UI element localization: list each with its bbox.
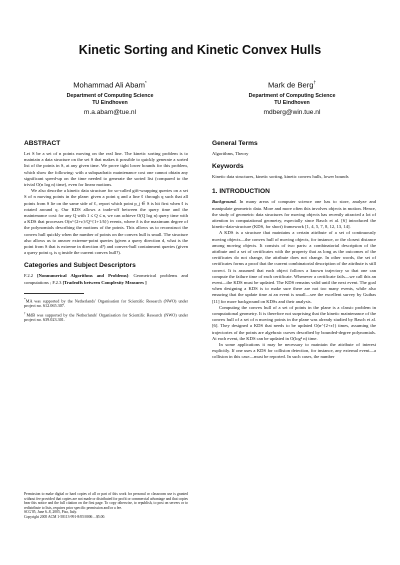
paper-title: Kinetic Sorting and Kinetic Convex Hulls bbox=[78, 43, 322, 57]
author-1 bbox=[25, 80, 195, 116]
categories-text: F.2.2 [Nonnumerical Algorithms and Problems]: Geometrical problems and computations ; F.2.3 [Tradeoffs between Complexity Measures ] bbox=[24, 273, 188, 285]
footnote-1: *MA was supported by the Netherlands' Organisation for Scientific Research (NWO) under project no. 612.065.307. bbox=[24, 296, 188, 309]
author-2-university: TU Eindhoven bbox=[274, 99, 310, 106]
introduction-heading: 1. INTRODUCTION bbox=[212, 188, 270, 196]
general-terms-text: Algorithms, Theory bbox=[212, 151, 249, 156]
author-2-name: Mark de Berg bbox=[267, 80, 314, 90]
keywords-text: Kinetic data structures, kinetic sorting, kinetic convex hulls, lower bounds bbox=[212, 174, 349, 180]
introduction-paragraph-2: A KDS is a structure that maintains a certain attribute of a set of continuously moving objects—the convex hull of moving objects, for instance, or the closest distance among moving objects. It consists of two parts: a combinatorial description of the attribute and a set of certificates with the property that as long as the outcomes of the certificates do not change, the attribute does not change. In other words, the set of certificates forms a proof that the current combinatorial description of the attribute is still correct. It is assumed that each object follows a known trajectory so that one can compute the failure time of each certificate. Whenever a certificate fails—we call this an event—the KDS must be updated. The KDS remains valid until the next event. The goal when designing a KDS is to make sure there are not too many events, while also ensuring that the update time at an event is small—see the excellent survey by Guibas [11] for more background on KDSs and their analysis. bbox=[212, 230, 376, 304]
author-2-email: mdberg@win.tue.nl bbox=[263, 108, 321, 116]
author-1-university: TU Eindhoven bbox=[92, 99, 128, 106]
author-2-dept: Department of Computing Science bbox=[248, 92, 336, 99]
permission-copyright: Copyright 2005 ACM 1-58113-991-8/05/0006 ...$5.00. bbox=[24, 514, 106, 519]
footnote-2: †MdB was supported by the Netherlands' Organisation for Scientific Research (NWO) under project no. 639.023.301. bbox=[24, 310, 189, 323]
permission-venue: SCG'05, June 6–8, 2005, Pisa, Italy. bbox=[24, 510, 78, 515]
left-column bbox=[24, 140, 188, 324]
footnote-rule bbox=[24, 293, 84, 294]
author-1-dept: Department of Computing Science bbox=[66, 92, 154, 99]
general-terms-heading: General Terms bbox=[212, 140, 258, 147]
author-1-name: Mohammad Ali Abam bbox=[73, 80, 145, 90]
abstract-paragraph-2: We also describe a kinetic data structure for so-called gift-wrapping queries on a set S of n moving points in the plane: given a point q and a line ℓ through q such that all points from S lie on the same side of ℓ, report which point p_j ∈ S is hit first when ℓ is rotated around q. Our KDS allows a trade-off between the query time and the maintenance cost: for any Q with 1 ≤ Q ≤ n, we can achieve O(Q log n) query time with a KDS that processes O(n^{2+ε}/Q^{1+1/δ}) events, where δ is the maximum degree of the polynomials describing the motions of the points. This allows us to reconstruct the convex hull quickly when the number of points on the convex hull is small. The structure also allows us to answer extreme-point queries (given a query direction d, what is the point from S that is extreme in direction d?) and convex-hull containment queries (given a query point q, is q inside the current convex hull?). bbox=[24, 188, 188, 256]
introduction-paragraph-1: Background. In many areas of computer science one has to store, analyze and manipulate geometric data. More and more often this involves objects in motion. Hence, the study of geometric data structures for moving objects has recently attracted a lot of attention in computational geometry, especially since Basch et al. [6] introduced the kinetic-data-structure (KDS, for short) framework [1, 4, 5, 7, 8, 12, 13, 14]. bbox=[212, 199, 376, 230]
introduction-paragraph-4: In some applications it may be necessary to maintain the attribute of interest explicitly. If one uses a KDS for collision detection, for instance, any external event—a collision in this case—must be reported. In such cases, the number bbox=[212, 342, 376, 360]
author-1-mark: * bbox=[145, 80, 147, 85]
permission-text: Permission to make digital or hard copies of all or part of this work for personal or classroom use is granted without fee provided that copies are not made or distributed for profit or commercial advantage and that copies bear this notice and the full citation on the first page. To copy otherwise, to republish, to post on servers or to redistribute to lists, requires prior specific permission and/or a fee. bbox=[24, 492, 188, 510]
author-2 bbox=[207, 80, 377, 116]
keywords-heading: Keywords bbox=[212, 163, 244, 171]
abstract-paragraph-1: Let S be a set of n points moving on the real line. The kinetic sorting problem is to maintain a data structure on the set S that makes it possible to quickly generate a sorted list of the points in S, at any given time. We prove tight lower bounds for this problem, which show the following: with a subquadratic maintenance cost one cannot obtain any significant speed-up on the time needed to generate the sorted list (compared to the trivial O(n log n) time), even for linear motions. bbox=[24, 151, 188, 188]
right-column bbox=[212, 140, 376, 361]
author-2-mark: † bbox=[313, 80, 317, 85]
introduction-paragraph-3: Computing the convex hull of a set of points in the plane is a classic problem in computational geometry. It is therefore not surprising that the kinetic maintenance of the convex hull of a set of n moving points in the plane was already studied by Basch et al. [6]. They designed a KDS that needs to be updated O(n^{2+ε}) times, assuming the trajectories of the points are algebraic curves described by bounded-degree polynomials. At each event, the KDS can be updated in O(log² n) time. bbox=[212, 304, 376, 341]
author-1-email: m.a.abam@tue.nl bbox=[83, 108, 137, 116]
permission-notice bbox=[24, 492, 188, 520]
categories-heading: Categories and Subject Descriptors bbox=[24, 262, 136, 270]
abstract-heading: ABSTRACT bbox=[24, 140, 61, 147]
